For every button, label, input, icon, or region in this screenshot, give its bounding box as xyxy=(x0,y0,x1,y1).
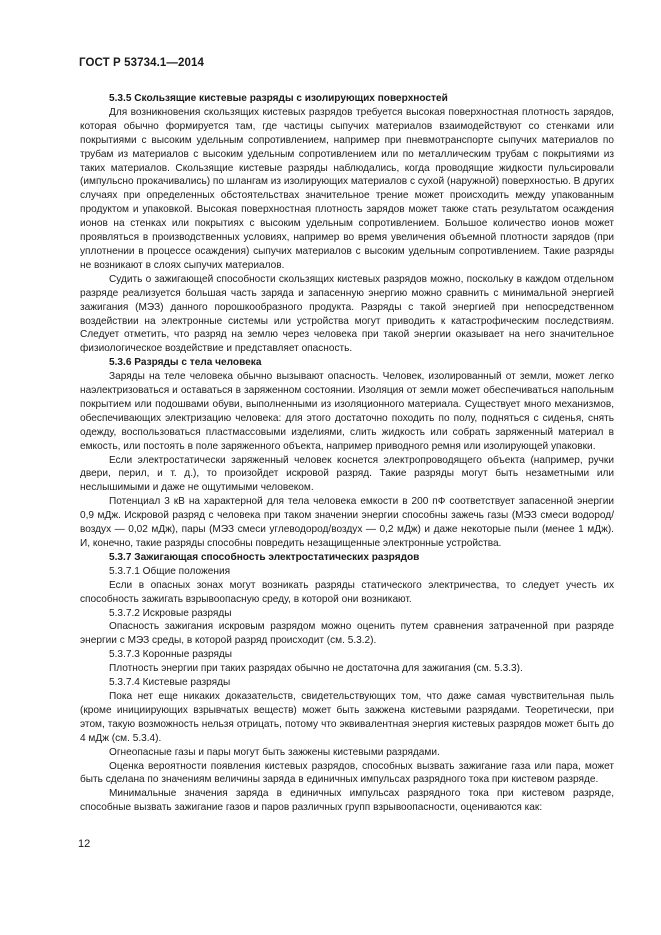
section-heading: 5.3.7 Зажигающая способность электростатических разрядов xyxy=(109,551,420,563)
section-heading: 5.3.6 Разряды с тела человека xyxy=(109,357,262,369)
paragraph: Опасность зажигания искровым разрядом можно оценить путем сравнения затраченной при разряде энергии с МЭЗ среды, в которой разряд происходит (см. 5.3.2). xyxy=(80,621,614,647)
paragraph: Оценка вероятности появления кистевых разрядов, способных вызвать зажигание газа или пара, может быть сделана по значениям величины заряда в единичных импульсах разрядного тока при кистевом разряде. xyxy=(80,760,614,786)
paragraph: Минимальные значения заряда в единичных импульсах разрядного тока при кистевом разряде, способные вызвать зажигание газов и паров различных групп взрывоопасности, оцениваются как: xyxy=(80,788,614,814)
subsection-heading: 5.3.7.2 Искровые разряды xyxy=(109,607,232,619)
paragraph: Если электростатически заряженный человек коснется электропроводящего объекта (например, ручки двери, перил, и т. д.), то произойдет искровой разряд. Такие разряды могут быть незаметными или неслышимыми и даже не ощутимыми человеком. xyxy=(80,454,614,494)
subsection-heading: 5.3.7.4 Кистевые разряды xyxy=(109,677,231,689)
paragraph: Если в опасных зонах могут возникать разряды статического электричества, то следует учесть их способность зажигать взрывоопасную среду, в которой они возникают. xyxy=(80,579,614,605)
paragraph: Судить о зажигающей способности скользящих кистевых разрядов можно, поскольку в каждом отдельном разряде реализуется большая часть заряда и запасенную энергию можно сравнить с минимальной энергией зажигания (МЭЗ) данного порошкообразного продукта. Разряды с такой энергией при непосредственном воздействии на электронные системы или устройства могут приводить к катастрофическим последствиям. Следует отметить, что разряд на землю через человека при такой энергии оказывает на него значительное физиологическое воздействие и представляет опасность. xyxy=(80,273,614,355)
paragraph: Пока нет еще никаких доказательств, свидетельствующих том, что даже самая чувствительная пыль (кроме инициирующих взрывчатых веществ) может быть зажжена кистевыми разрядами. Теоретически, при этом, такую возможность нельзя отрицать, потому что эквивалентная энергия кистевых разрядов может быть до 4 мДж (см. 5.3.4). xyxy=(80,690,614,744)
paragraph: Плотность энергии при таких разрядах обычно не достаточна для зажигания (см. 5.3.3). xyxy=(109,663,523,675)
subsection-heading: 5.3.7.1 Общие положения xyxy=(109,565,231,577)
page-number: 12 xyxy=(78,838,91,850)
paragraph: Для возникновения скользящих кистевых разрядов требуется высокая поверхностная плотность зарядов, которая обычно формируется там, где частицы сыпучих материалов взаимодействуют со стенками или покрытиями с высоким удельным сопротивлением, например при пневмотранспорте сыпучих материалов по трубам из материалов с высоким удельным сопротивлением или по металлическим трубам с покрытиями из таких материалов. Скользящие кистевые разряды наблюдались, когда проводящие жидкости пульсировали (импульсно прокачивались) по шлангам из изолирующих материалов с сухой (наружной) поверхностью. В других случаях при определенных обстоятельствах значительное трение может происходить между упакованным продуктом и упаковкой. Высокая поверхностная плотность зарядов может также стать результатом осаждения ионов на стенках или покрытиях с высоким удельным сопротивлением. Большое количество ионов может проявляться в производственных условиях, например во время увеличения объемной плотности зарядов (при уплотнении в процессе осаждения) сыпучих материалов с высоким удельным сопротивлением. Такие разряды не возникают в слоях сыпучих материалов. xyxy=(80,106,614,271)
paragraph: Заряды на теле человека обычно вызывают опасность. Человек, изолированный от земли, может легко наэлектризоваться и оставаться в заряженном состоянии. Изоляция от земли может обеспечиваться напольным покрытием или подошвами обуви, выполненными из изоляционного материала. Существует много механизмов, обеспечивающих электризацию человека: для этого достаточно походить по полу, подняться с сиденья, снять одежду, воспользоваться пластмассовыми изделиями, слить жидкость или собрать заряженный материал в емкость, или постоять в поле заряженного объекта, например приводного ремня или изолирующей упаковки. xyxy=(80,371,614,452)
document-header: ГОСТ Р 53734.1—2014 xyxy=(79,57,204,69)
subsection-heading: 5.3.7.3 Коронные разряды xyxy=(109,649,233,661)
paragraph: Потенциал 3 кВ на характерной для тела человека емкости в 200 пФ соответствует запасенной энергии 0,9 мДж. Искровой разряд с человека при таком значении энергии способны зажечь газы (МЭЗ смеси водород/воздух — 0,02 мДж), пары (МЭЗ смеси углеводород/воздух — 0,2 мДж) и даже некоторые пыли (менее 1 мДж). И, конечно, такие разряды способны повредить незащищенные электронные устройства. xyxy=(80,496,614,549)
document-body xyxy=(80,92,614,815)
paragraph: Огнеопасные газы и пары могут быть зажжены кистевыми разрядами. xyxy=(109,746,440,758)
section-heading: 5.3.5 Скользящие кистевые разряды с изолирующих поверхностей xyxy=(109,93,448,104)
